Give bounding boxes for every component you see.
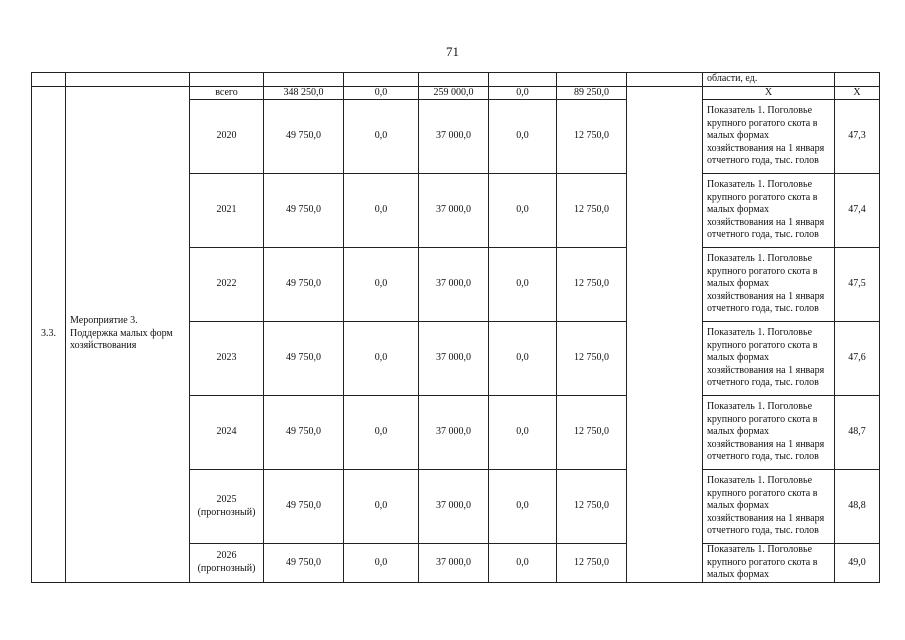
- indicator-text: Х: [703, 86, 835, 100]
- cell-empty: [419, 73, 489, 87]
- amount-local: 0,0: [489, 248, 557, 322]
- indicator-value: 48,7: [835, 396, 880, 470]
- period-cell: [190, 174, 264, 248]
- indicator-text: области, ед.: [703, 73, 835, 87]
- indicator-value: 47,5: [835, 248, 880, 322]
- indicator-value: 47,3: [835, 100, 880, 174]
- indicator-text: Показатель 1. Поголовье крупного рогатого скота в малых формах хозяйствования на 1 января отчетного года, тыс. голов: [703, 248, 835, 322]
- period-note: (прогнозный): [197, 562, 256, 574]
- period-cell: [190, 396, 264, 470]
- amount-total: 49 750,0: [264, 396, 344, 470]
- period-year: 2025: [216, 494, 237, 505]
- period-label: всего: [190, 86, 264, 100]
- amount-regional: 37 000,0: [419, 100, 489, 174]
- amount-regional: 259 000,0: [419, 86, 489, 100]
- amount-other: 12 750,0: [557, 100, 627, 174]
- amount-federal: 0,0: [344, 544, 419, 583]
- period-year: 2026: [216, 550, 237, 562]
- cell-empty: [344, 73, 419, 87]
- amount-local: 0,0: [489, 86, 557, 100]
- amount-regional: 37 000,0: [419, 174, 489, 248]
- page-number: 71: [446, 44, 459, 59]
- amount-federal: 0,0: [344, 322, 419, 396]
- amount-local: 0,0: [489, 174, 557, 248]
- cell-empty: [32, 73, 66, 87]
- amount-local: 0,0: [489, 100, 557, 174]
- amount-regional: 37 000,0: [419, 544, 489, 583]
- cell-empty: [489, 73, 557, 87]
- indicator-text: Показатель 1. Поголовье крупного рогатого скота в малых формах хозяйствования на 1 января отчетного года, тыс. голов: [703, 470, 835, 544]
- period-year: 2023: [216, 352, 237, 364]
- amount-federal: 0,0: [344, 100, 419, 174]
- amount-federal: 0,0: [344, 174, 419, 248]
- indicator-value: Х: [835, 86, 880, 100]
- indicator-value: 47,6: [835, 322, 880, 396]
- indicator-text: Показатель 1. Поголовье крупного рогатого скота в малых формах хозяйствования на 1 января отчетного года, тыс. голов: [703, 174, 835, 248]
- period-cell: [190, 544, 264, 583]
- amount-total: 49 750,0: [264, 248, 344, 322]
- total-row: [32, 86, 880, 100]
- amount-regional: 37 000,0: [419, 470, 489, 544]
- indicator-text: Показатель 1. Поголовье крупного рогатого скота в малых формах хозяйствования на 1 января отчетного года, тыс. голов: [703, 396, 835, 470]
- period-year: 2021: [216, 204, 237, 216]
- cell-empty: [190, 73, 264, 87]
- period-note: (прогнозный): [197, 506, 256, 518]
- cell-empty: [557, 73, 627, 87]
- period-cell: [190, 100, 264, 174]
- cell-empty: [627, 86, 703, 582]
- indicator-text: Показатель 1. Поголовье крупного рогатого скота в малых формах хозяйствования на 1 января отчетного года, тыс. голов: [703, 100, 835, 174]
- indicator-value: 49,0: [835, 544, 880, 583]
- amount-regional: 37 000,0: [419, 248, 489, 322]
- measure-title: Мероприятие 3. Поддержка малых форм хозяйствования: [66, 86, 190, 582]
- amount-other: 89 250,0: [557, 86, 627, 100]
- program-table: [31, 72, 880, 583]
- amount-federal: 0,0: [344, 470, 419, 544]
- amount-other: 12 750,0: [557, 322, 627, 396]
- amount-other: 12 750,0: [557, 396, 627, 470]
- period-year: 2022: [216, 278, 237, 290]
- amount-local: 0,0: [489, 470, 557, 544]
- amount-total: 49 750,0: [264, 544, 344, 583]
- period-cell: [190, 322, 264, 396]
- cell-empty: [835, 73, 880, 87]
- amount-total: 49 750,0: [264, 100, 344, 174]
- amount-federal: 0,0: [344, 396, 419, 470]
- amount-regional: 37 000,0: [419, 322, 489, 396]
- continuation-row: [32, 73, 880, 87]
- amount-other: 12 750,0: [557, 544, 627, 583]
- amount-other: 12 750,0: [557, 470, 627, 544]
- cell-empty: [627, 73, 703, 87]
- amount-local: 0,0: [489, 396, 557, 470]
- amount-total: 49 750,0: [264, 174, 344, 248]
- indicator-text: Показатель 1. Поголовье крупного рогатого скота в малых формах: [703, 544, 835, 583]
- amount-federal: 0,0: [344, 248, 419, 322]
- amount-local: 0,0: [489, 322, 557, 396]
- amount-federal: 0,0: [344, 86, 419, 100]
- indicator-value: 48,8: [835, 470, 880, 544]
- indicator-value: 47,4: [835, 174, 880, 248]
- amount-total: 49 750,0: [264, 470, 344, 544]
- amount-total: 348 250,0: [264, 86, 344, 100]
- amount-total: 49 750,0: [264, 322, 344, 396]
- period-cell: [190, 248, 264, 322]
- amount-other: 12 750,0: [557, 248, 627, 322]
- period-year: 2024: [216, 426, 237, 438]
- indicator-text: Показатель 1. Поголовье крупного рогатого скота в малых формах хозяйствования на 1 января отчетного года, тыс. голов: [703, 322, 835, 396]
- period-cell: [190, 470, 264, 544]
- cell-empty: [264, 73, 344, 87]
- cell-empty: [66, 73, 190, 87]
- amount-local: 0,0: [489, 544, 557, 583]
- measure-number: 3.3.: [32, 86, 66, 582]
- amount-other: 12 750,0: [557, 174, 627, 248]
- amount-regional: 37 000,0: [419, 396, 489, 470]
- period-year: 2020: [216, 130, 237, 142]
